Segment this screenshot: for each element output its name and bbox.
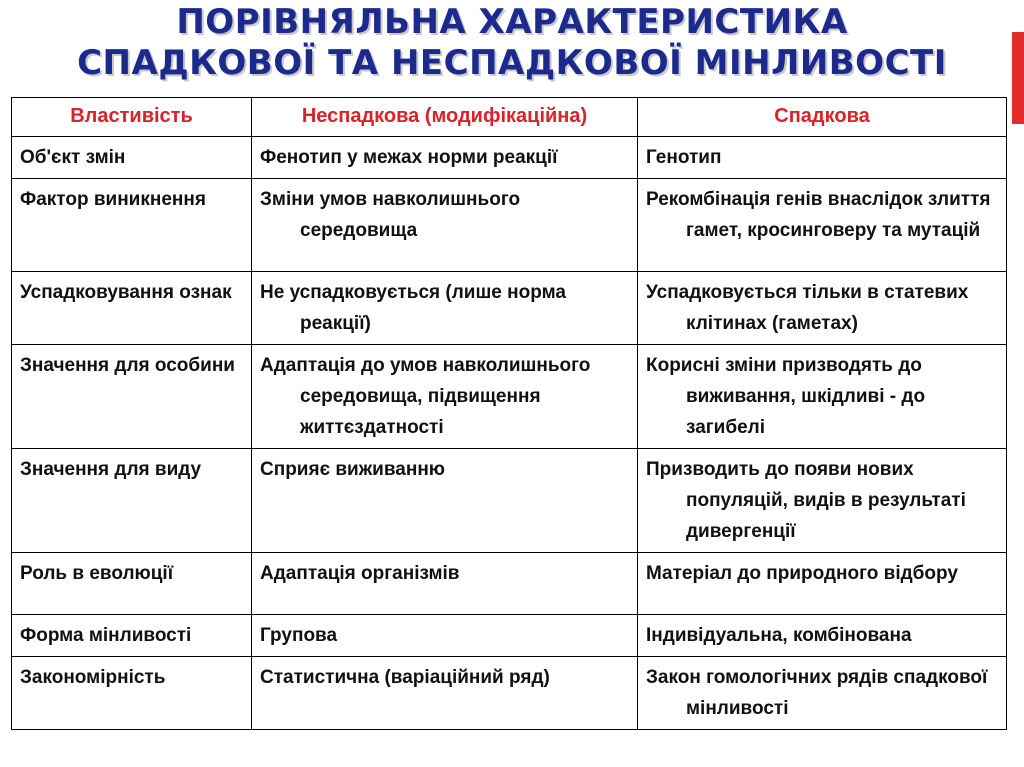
cell-non-hereditary: Адаптація до умов навколишнього середовища, підвищення життєздатності [252, 345, 638, 449]
cell-hereditary: Закон гомологічних рядів спадкової мінливості [638, 657, 1007, 730]
cell-property: Роль в еволюції [12, 553, 252, 615]
cell-non-hereditary: Фенотип у межах норми реакції [252, 137, 638, 179]
cell-non-hereditary: Зміни умов навколишнього середовища [252, 179, 638, 272]
cell-property: Об'єкт змін [12, 137, 252, 179]
header-non-hereditary: Неспадкова (модифікаційна) [252, 98, 638, 137]
cell-property: Фактор виникнення [12, 179, 252, 272]
table-row [12, 137, 1007, 179]
cell-hereditary: Рекомбінація генів внаслідок злиття гамет, кросинговеру та мутацій [638, 179, 1007, 272]
slide-title [0, 2, 1024, 84]
cell-hereditary: Матеріал до природного відбору [638, 553, 1007, 615]
cell-hereditary: Генотип [638, 137, 1007, 179]
table-row [12, 449, 1007, 553]
cell-non-hereditary: Сприяє виживанню [252, 449, 638, 553]
cell-hereditary: Успадковується тільки в статевих клітинах (гаметах) [638, 272, 1007, 345]
title-line-1: ПОРІВНЯЛЬНА ХАРАКТЕРИСТИКА [176, 2, 848, 42]
cell-property: Форма мінливості [12, 615, 252, 657]
cell-property: Значення для виду [12, 449, 252, 553]
cell-non-hereditary: Статистична (варіаційний ряд) [252, 657, 638, 730]
cell-non-hereditary: Адаптація організмів [252, 553, 638, 615]
cell-hereditary: Індивідуальна, комбінована [638, 615, 1007, 657]
table-row [12, 657, 1007, 730]
title-line-2: СПАДКОВОЇ ТА НЕСПАДКОВОЇ МІНЛИВОСТІ [77, 43, 947, 83]
cell-property: Значення для особини [12, 345, 252, 449]
table-row [12, 272, 1007, 345]
cell-hereditary: Призводить до появи нових популяцій, видів в результаті дивергенції [638, 449, 1007, 553]
table-row [12, 615, 1007, 657]
header-property: Властивість [12, 98, 252, 137]
comparison-table [11, 97, 1007, 730]
cell-hereditary: Корисні зміни призводять до виживання, шкідливі - до загибелі [638, 345, 1007, 449]
cell-non-hereditary: Не успадковується (лише норма реакції) [252, 272, 638, 345]
header-hereditary: Спадкова [638, 98, 1007, 137]
table-row [12, 345, 1007, 449]
cell-property: Закономірність [12, 657, 252, 730]
table-header-row [12, 98, 1007, 137]
cell-property: Успадковування ознак [12, 272, 252, 345]
table-row [12, 179, 1007, 272]
table-row [12, 553, 1007, 615]
cell-non-hereditary: Групова [252, 615, 638, 657]
